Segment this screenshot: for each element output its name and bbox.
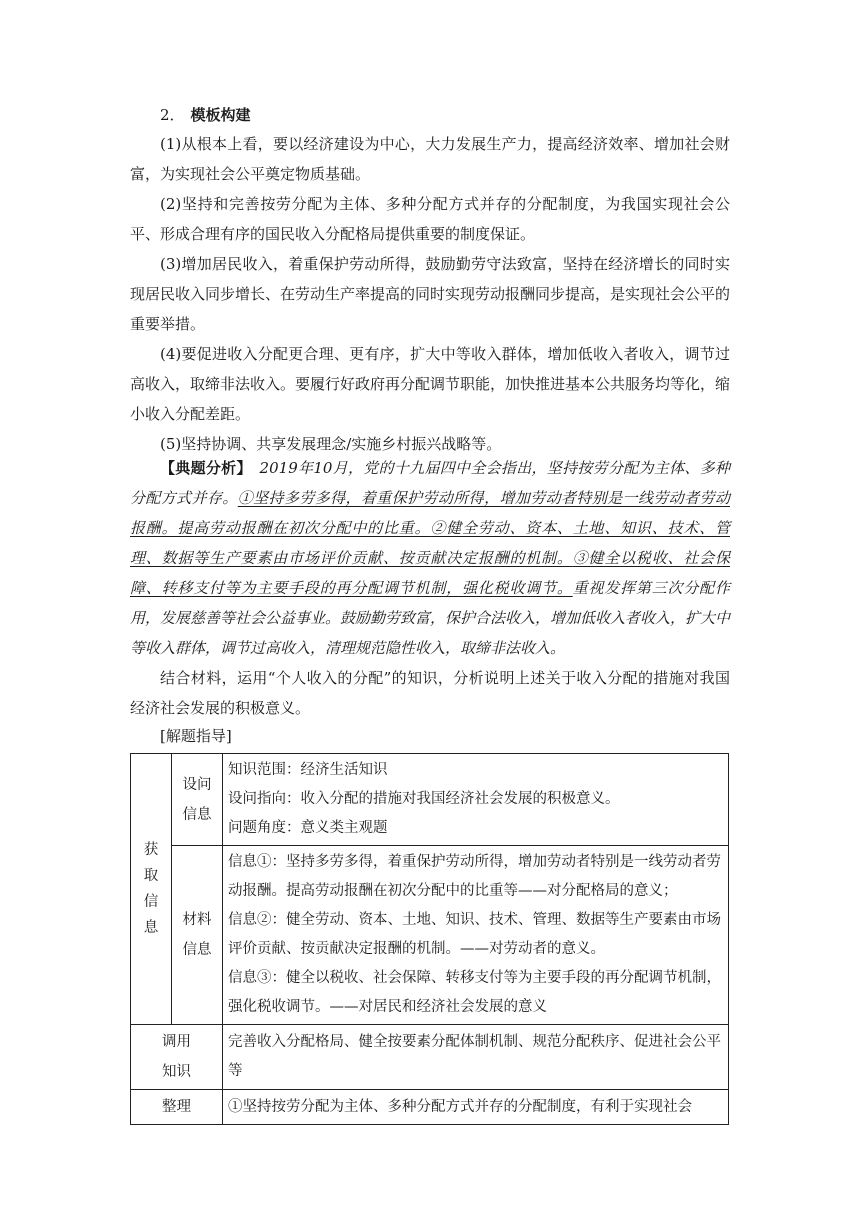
table-row xyxy=(131,846,729,1025)
row-label: 整理 xyxy=(162,1099,191,1115)
content-line: 信息②：健全劳动、资本、土地、知识、技术、管理、数据等生产要素由市场评价贡献、按贡献决定报酬的机制。——对劳动者的意义。 xyxy=(228,912,721,957)
content-line: 信息①：坚持多劳多得，着重保护劳动所得，增加劳动者特别是一线劳动者劳动报酬。提高劳动报酬在初次分配中的比重等——对分配格局的意义； xyxy=(228,854,721,899)
example-item-3: ③健全以税收、社会保障、转移支付等为主要手段的再分配调节机制，强化税收调节。 xyxy=(130,549,730,597)
content-line: 设问指向：收入分配的措施对我国经济社会发展的积极意义。 xyxy=(228,791,620,807)
table-row xyxy=(131,754,729,846)
paragraph-2: (2)坚持和完善按劳分配为主体、多种分配方式并存的分配制度，为我国实现社会公平、形成合理有序的国民收入分配格局提供重要的制度保证。 xyxy=(130,195,730,243)
example-intro: 2019年10月，党的十九届四中全会指出，坚持按劳分配为主体、多种分配方式并存。 xyxy=(130,459,730,507)
example-item-2: ②健全劳动、资本、土地、知识、技术、管理、数据等生产要素由市场评价贡献、按贡献决定报酬的机制。 xyxy=(130,519,730,567)
section-title: 模板构建 xyxy=(190,106,251,124)
group-label-char: 取 xyxy=(143,868,159,884)
row-content-cell xyxy=(223,846,729,1025)
content-line: 知识范围：经济生活知识 xyxy=(228,762,388,778)
row-label-cell xyxy=(172,754,223,846)
guide-label: [解题指导] xyxy=(160,727,232,745)
paragraph-5: (5)坚持协调、共享发展理念/实施乡村振兴战略等。 xyxy=(160,435,502,453)
row-label: 调用 xyxy=(162,1034,191,1050)
group-label-cell xyxy=(131,754,172,1025)
section-heading xyxy=(160,104,251,126)
example-item-1: ①坚持多劳多得，着重保护劳动所得，增加劳动者特别是一线劳动者劳动报酬。提高劳动报酬在初次分配中的比重。 xyxy=(130,489,730,537)
row-label: 设问 xyxy=(182,776,212,793)
group-label-char: 息 xyxy=(143,920,159,936)
table-row xyxy=(131,1025,729,1090)
content-line: ①坚持按劳分配为主体、多种分配方式并存的分配制度，有利于实现社会 xyxy=(228,1098,692,1115)
row-label-cell xyxy=(172,846,223,1025)
table-row xyxy=(131,1090,729,1125)
section-number: 2． xyxy=(160,106,185,124)
paragraph-4: (4)要促进收入分配更合理、更有序，扩大中等收入群体，增加低收入者收入，调节过高收入，取缔非法收入。要履行好政府再分配调节职能，加快推进基本公共服务均等化，缩小收入分配差距。 xyxy=(130,345,731,423)
question-text: 结合材料，运用“个人收入的分配”的知识，分析说明上述关于收入分配的措施对我国经济社会发展的积极意义。 xyxy=(130,669,730,717)
content-line: 信息③：健全以税收、社会保障、转移支付等为主要手段的再分配调节机制，强化税收调节。——对居民和经济社会发展的意义 xyxy=(228,970,721,1015)
content-line: 问题角度：意义类主观题 xyxy=(228,820,388,836)
row-label-cell xyxy=(131,1090,223,1125)
analysis-table xyxy=(130,753,729,1125)
row-content-cell xyxy=(223,1090,729,1125)
example-rest: 重视发挥第三次分配作用，发展慈善等社会公益事业。鼓励勤劳致富，保护合法收入，增加低收入者收入，扩大中等收入群体，调节过高收入，清理规范隐性收入，取缔非法收入。 xyxy=(130,579,731,657)
row-content-cell xyxy=(223,1025,729,1090)
example-analysis xyxy=(130,453,730,663)
row-label: 信息 xyxy=(182,806,212,823)
content-line: 完善收入分配格局、健全按要素分配体制机制、规范分配秩序、促进社会公平等 xyxy=(228,1034,721,1079)
row-label: 材料 xyxy=(182,912,212,928)
row-label: 信息 xyxy=(182,942,212,958)
paragraph-1: (1)从根本上看，要以经济建设为中心，大力发展生产力，提高经济效率、增加社会财富，为实现社会公平奠定物质基础。 xyxy=(130,135,730,183)
example-tag: 【典题分析】 xyxy=(160,459,245,477)
group-label-char: 获 xyxy=(143,842,159,858)
row-content-cell xyxy=(223,754,729,846)
row-label: 知识 xyxy=(162,1064,191,1080)
row-label-cell xyxy=(131,1025,223,1090)
paragraph-3: (3)增加居民收入，着重保护劳动所得，鼓励勤劳守法致富，坚持在经济增长的同时实现居民收入同步增长、在劳动生产率提高的同时实现劳动报酬同步提高，是实现社会公平的重要举措。 xyxy=(130,255,731,333)
group-label-char: 信 xyxy=(143,894,159,910)
